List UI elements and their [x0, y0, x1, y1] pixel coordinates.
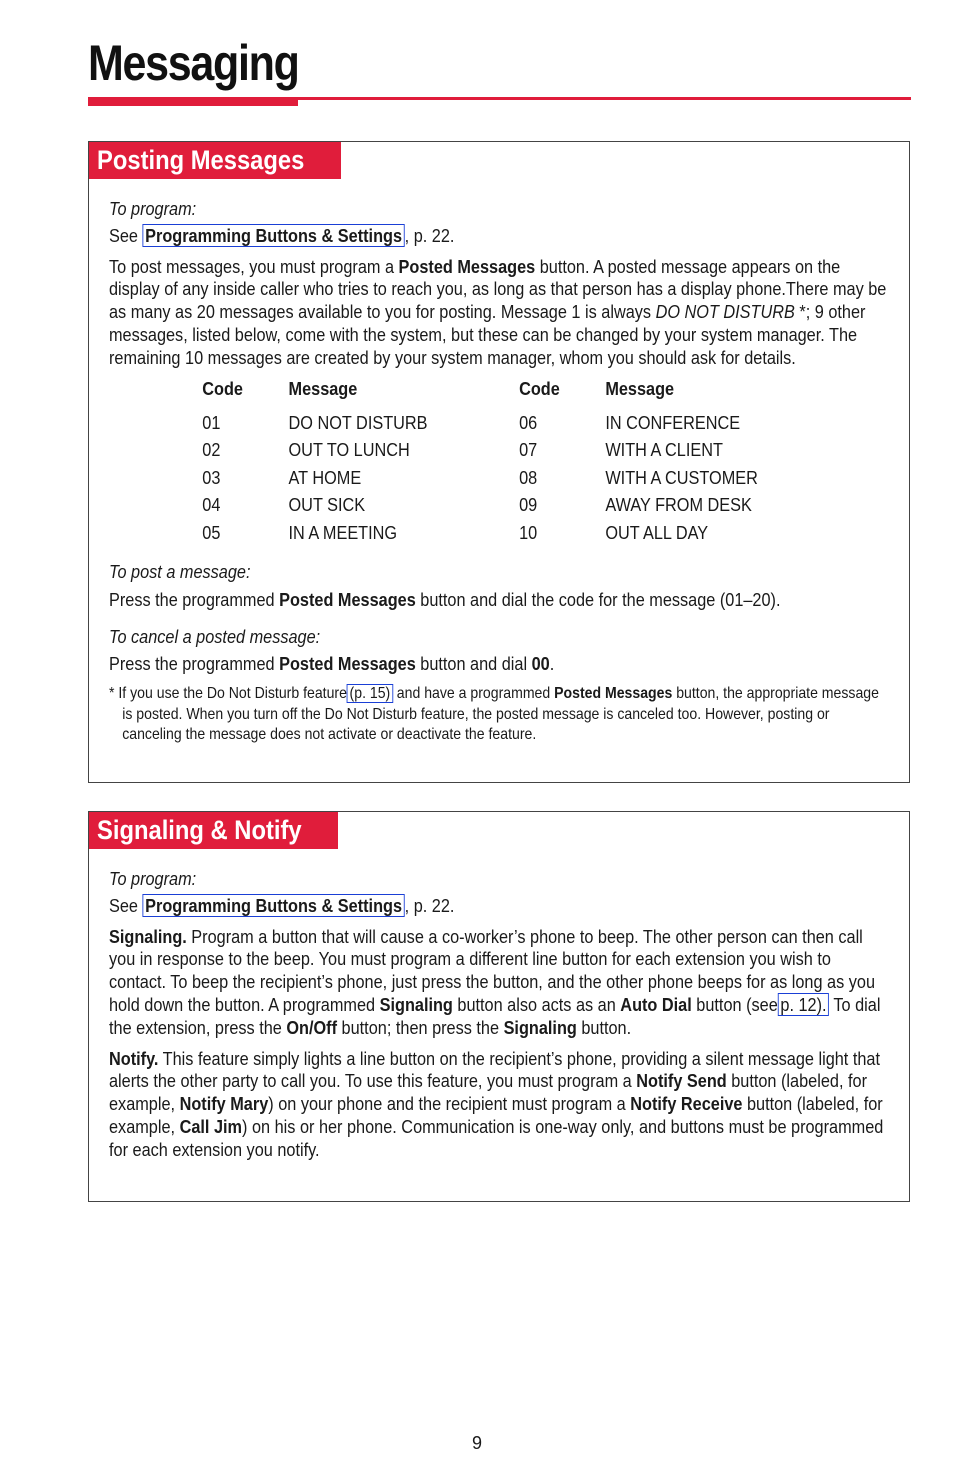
table-cell: 02	[202, 439, 221, 461]
to-program-label: To program:	[109, 868, 197, 889]
notify-bold-3: Notify Receive	[630, 1093, 743, 1115]
cancel-text-2: button and dial	[415, 653, 532, 675]
message-codes-table	[202, 378, 816, 548]
table-cell: 10	[519, 521, 538, 543]
posting-content	[109, 198, 891, 746]
intro-text-2: button. A posted message appears on the display of any inside caller who tries to reach you, as long as that person has a display phone.There may be as many as 20 messages available to you for posting. Message 1 is always	[109, 255, 887, 323]
table-row	[202, 437, 816, 465]
table-cell: IN A MEETING	[288, 521, 398, 543]
intro-italic: DO NOT DISTURB	[655, 301, 795, 323]
table-cell: 08	[519, 466, 538, 488]
cancel-code: 00	[531, 653, 550, 675]
signaling-title: Signaling.	[109, 925, 187, 947]
page-title: Messaging	[88, 35, 299, 91]
table-header-row	[202, 378, 816, 410]
table-row	[202, 520, 816, 548]
table-cell: AWAY FROM DESK	[605, 494, 752, 516]
notify-text-1: This feature simply lights a line button on the recipient’s phone, providing a silent message light that alerts the other party to call you. To use this feature, you must program a	[109, 1047, 881, 1092]
table-cell: DO NOT DISTURB	[288, 411, 428, 433]
table-header-cell: Message	[288, 377, 358, 399]
notify-title: Notify.	[109, 1047, 159, 1069]
sig-text-6: button.	[576, 1016, 632, 1038]
posting-messages-header-text: Posting Messages	[97, 145, 305, 175]
post-text-1: Press the programmed	[109, 588, 280, 610]
posting-messages-section	[88, 141, 910, 783]
footnote-page-link[interactable]: (p. 15)	[347, 684, 393, 703]
table-cell: 01	[202, 411, 221, 433]
notify-bold-1: Notify Send	[636, 1070, 727, 1092]
title-rule-accent	[88, 97, 298, 106]
intro-text-3: *; 9 other messages, listed below, come with the system, but these can be changed by your system manager. The remaining 10 messages are created by your system manager, whom you should ask for details.	[109, 301, 866, 368]
table-cell: 04	[202, 494, 221, 516]
sig-text-5: button; then press the	[337, 1016, 504, 1038]
signaling-notify-header-text: Signaling & Notify	[97, 815, 302, 845]
table-header-cell: Message	[605, 377, 675, 399]
posting-messages-header	[89, 142, 341, 179]
table-cell: OUT TO LUNCH	[288, 439, 410, 461]
table-cell: WITH A CUSTOMER	[605, 466, 758, 488]
sig-text-4: To dial the extension, press the	[109, 993, 881, 1038]
table-cell: OUT SICK	[288, 494, 366, 516]
programming-buttons-link[interactable]: Programming Buttons & Settings	[142, 894, 404, 917]
notify-text-2: button (labeled, for example,	[109, 1070, 867, 1115]
table-cell: 09	[519, 494, 538, 516]
table-cell: 06	[519, 411, 538, 433]
footnote	[109, 684, 890, 746]
to-program-label: To program:	[109, 198, 197, 219]
cancel-text-3: .	[549, 653, 555, 675]
to-post-label: To post a message:	[109, 561, 251, 583]
table-cell: 03	[202, 466, 221, 488]
posting-intro	[109, 256, 890, 370]
to-cancel-instructions	[109, 653, 890, 676]
sig-bold-4: Signaling	[503, 1016, 577, 1038]
see-programming-line	[109, 225, 890, 248]
notify-text-4: button (labeled, for example,	[109, 1093, 883, 1137]
page-number: 9	[471, 1433, 482, 1453]
to-cancel-label: To cancel a posted message:	[109, 625, 321, 647]
intro-text-1: To post messages, you must program a	[109, 255, 399, 277]
post-text-2: button and dial the code for the message (01–20).	[415, 588, 781, 610]
auto-dial-page-link[interactable]: p. 12).	[778, 993, 829, 1016]
notify-text-5: ) on his or her phone. Communication is one-way only, and buttons must be programmed for each extension you notify.	[109, 1115, 884, 1160]
signaling-content	[109, 868, 891, 1162]
sig-text-2: button also acts as an	[452, 993, 621, 1015]
intro-bold: Posted Messages	[398, 255, 536, 277]
sig-bold-1: Signaling	[379, 993, 453, 1015]
signaling-notify-section	[88, 811, 910, 1202]
table-cell: IN CONFERENCE	[605, 411, 741, 433]
see-prefix: See	[109, 224, 143, 246]
notify-paragraph	[109, 1048, 890, 1162]
to-post-instructions	[109, 589, 890, 612]
notify-bold-2: Notify Mary	[179, 1093, 269, 1115]
sig-bold-2: Auto Dial	[620, 993, 692, 1015]
table-cell: OUT ALL DAY	[605, 521, 709, 543]
signaling-notify-header	[89, 812, 338, 849]
footnote-bold: Posted Messages	[554, 685, 673, 703]
footnote-text-3: button, the appropriate message is posted. When you turn off the Do Not Disturb feature, the posted message is canceled too. However, posting or canceling the message does not activate or deactivate the feature.	[122, 685, 879, 744]
sig-text-3: button (see	[691, 993, 778, 1015]
cancel-bold: Posted Messages	[279, 653, 416, 675]
table-row	[202, 410, 816, 438]
table-cell: 05	[202, 521, 221, 543]
see-prefix: See	[109, 894, 143, 916]
table-header-cell: Code	[519, 377, 560, 399]
see-suffix: , p. 22.	[404, 224, 455, 246]
table-row	[202, 465, 816, 493]
footnote-text-1: * If you use the Do Not Disturb feature	[109, 685, 347, 703]
table-cell: WITH A CLIENT	[605, 439, 723, 461]
sig-text-1: Program a button that will cause a co-worker’s phone to beep. The other person can then call you in response to the beep. You must program a different line button for each extension you wish to contact. To beep the recipient’s phone, just press the button, and the other phone beeps for as long as you hold down the button. A programmed	[109, 925, 875, 1015]
programming-buttons-link[interactable]: Programming Buttons & Settings	[142, 224, 404, 247]
see-programming-line	[109, 895, 890, 918]
cancel-text-1: Press the programmed	[109, 653, 280, 675]
post-bold: Posted Messages	[279, 588, 416, 610]
table-cell: 07	[519, 439, 538, 461]
notify-text-3: ) on your phone and the recipient must program a	[268, 1093, 631, 1115]
see-suffix: , p. 22.	[404, 894, 455, 916]
sig-bold-3: On/Off	[286, 1016, 338, 1038]
table-row	[202, 492, 816, 520]
notify-bold-4: Call Jim	[179, 1115, 243, 1137]
footnote-text-2: and have a programmed	[392, 685, 555, 703]
signaling-paragraph	[109, 926, 890, 1040]
table-cell: AT HOME	[288, 466, 362, 488]
table-header-cell: Code	[202, 377, 243, 399]
